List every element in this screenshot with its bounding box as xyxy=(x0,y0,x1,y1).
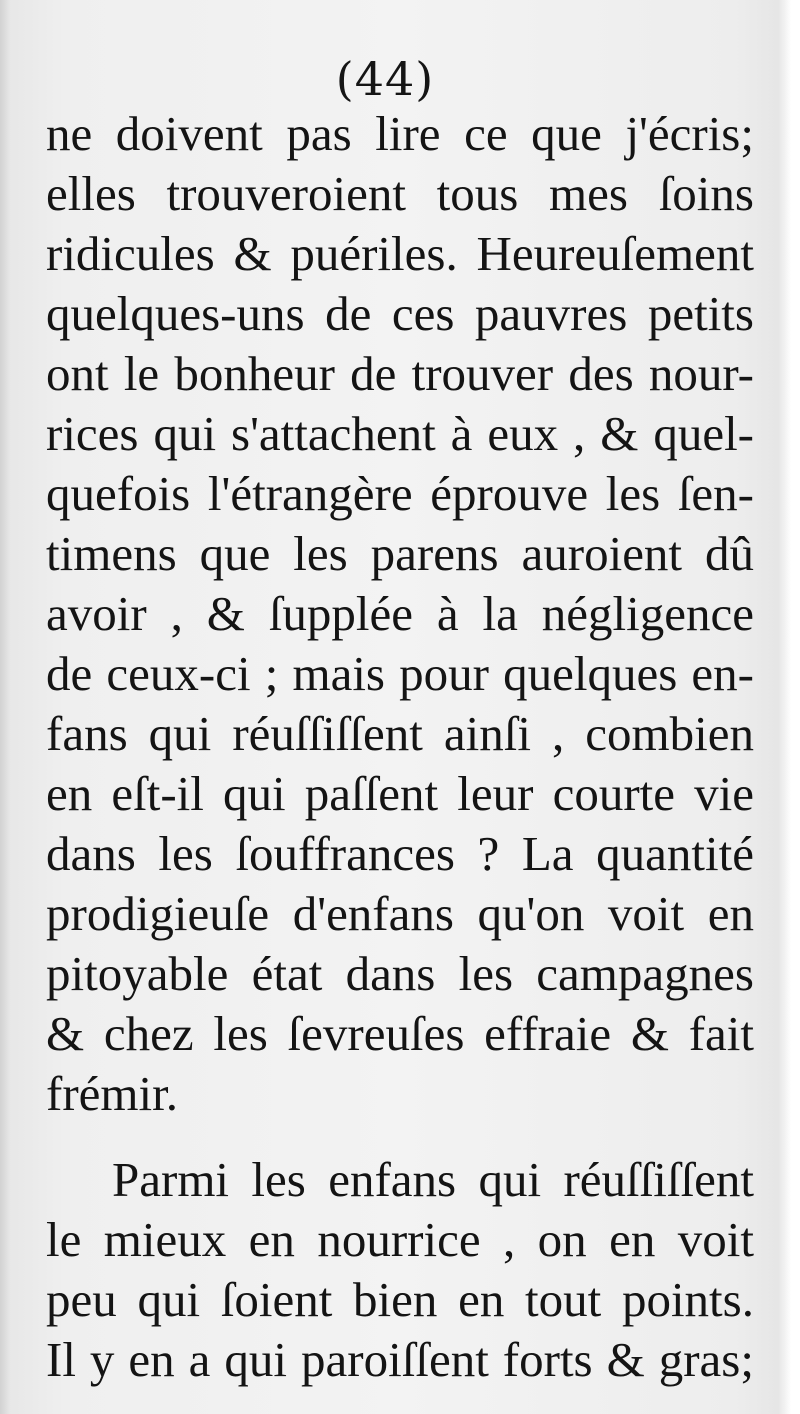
text-line: ne doivent pas lire ce que j'écris; xyxy=(46,106,754,161)
text-line: Il y en a qui paroiſſent forts & gras; xyxy=(46,1332,754,1387)
text-line: & chez les ſevreuſes effraie & fait xyxy=(46,1006,754,1061)
text-line: avoir , & ſupplée à la négligence xyxy=(46,586,754,641)
text-line: le mieux en nourrice , on en voit xyxy=(46,1212,754,1267)
paragraph-break xyxy=(46,1124,754,1150)
text-line: frémir. xyxy=(46,1066,178,1121)
text-line: ont le bonheur de trouver des nour- xyxy=(46,346,754,401)
text-line: rices qui s'attachent à eux , & quel- xyxy=(46,406,754,461)
text-line: de ceux-ci ; mais pour quelques en- xyxy=(46,646,754,701)
text-line: en eſt-il qui paſſent leur courte vie xyxy=(46,766,754,821)
text-line: fans qui réuſſiſſent ainſi , combien xyxy=(46,706,754,761)
text-line: quefois l'étrangère éprouve les ſen- xyxy=(46,466,754,521)
text-line: dans les ſouffrances ? La quantité xyxy=(46,826,754,881)
text-line: Parmi les enfans qui réuſſiſſent xyxy=(112,1152,754,1207)
text-line: ridicules & puériles. Heureuſement xyxy=(46,226,754,281)
body-text xyxy=(46,104,754,1390)
text-line: quelques-uns de ces pauvres petits xyxy=(46,286,754,341)
text-line: elles trouveroient tous mes ſoins xyxy=(46,166,754,221)
text-line: pitoyable état dans les campagnes xyxy=(46,946,754,1001)
text-line: timens que les parens auroient dû xyxy=(46,526,754,581)
page-gutter-shadow xyxy=(0,0,10,1414)
text-line: prodigieuſe d'enfans qu'on voit en xyxy=(46,886,754,941)
page-edge xyxy=(778,0,800,1414)
text-line: peu qui ſoient bien en tout points. xyxy=(46,1272,754,1327)
page-number: (44) xyxy=(335,52,435,106)
